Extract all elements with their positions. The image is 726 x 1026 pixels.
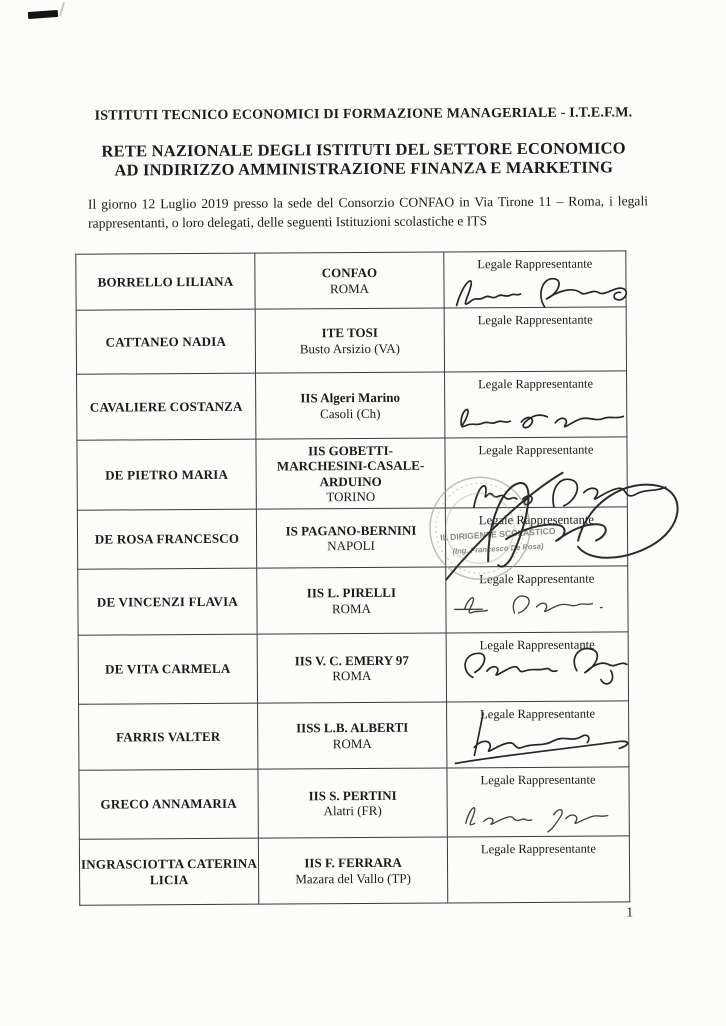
signatory-name: GRECO ANNAMARIA bbox=[79, 769, 258, 839]
signature-cell bbox=[444, 251, 626, 308]
document-title-line1: RETE NAZIONALE DEGLI ISTITUTI DEL SETTORE ECONOMICO bbox=[101, 138, 626, 161]
institution-name: IIS GOBETTI- MARCHESINI-CASALE- ARDUINO bbox=[276, 442, 425, 489]
table-row bbox=[79, 701, 629, 770]
page-number: 1 bbox=[626, 904, 634, 920]
institution-name: IISS L.B. ALBERTI bbox=[296, 719, 409, 736]
signature-cell bbox=[446, 566, 628, 633]
legal-representative-label: Legale Rappresentante bbox=[477, 256, 593, 272]
institution-city: TORINO bbox=[326, 488, 376, 505]
table-row bbox=[78, 632, 628, 704]
institution-name: IIS Algeri Marino bbox=[300, 389, 401, 406]
signature-cell bbox=[446, 632, 628, 702]
table-row bbox=[79, 836, 629, 905]
signatory-name: CATTANEO NADIA bbox=[76, 309, 255, 374]
institution-city: Busto Arsizio (VA) bbox=[299, 340, 400, 356]
signatories-table bbox=[75, 250, 630, 905]
table-row bbox=[77, 507, 627, 569]
legal-representative-label: Legale Rappresentante bbox=[478, 442, 594, 458]
institution-cell bbox=[255, 252, 444, 309]
institution-name: IIS L. PIRELLI bbox=[306, 584, 397, 601]
legal-representative-label: Legale Rappresentante bbox=[479, 571, 595, 587]
institution-city: ROMA bbox=[332, 667, 372, 684]
document-title bbox=[81, 139, 647, 179]
institution-city: ROMA bbox=[331, 600, 372, 616]
institution-name: IIS V. C. EMERY 97 bbox=[294, 652, 409, 668]
legal-representative-label: Legale Rappresentante bbox=[480, 772, 596, 788]
intro-paragraph: Il giorno 12 Luglio 2019 presso la sede del Consorzio CONFAO in Via Tirone 11 – Roma, i legali rappresentanti, o loro delegati, delle seguenti Istituzioni scolastiche e ITS bbox=[87, 193, 649, 231]
institution-cell bbox=[256, 508, 445, 568]
stamp-text-line1: IL DIRIGENTE SCOLASTICO bbox=[439, 525, 556, 543]
legal-representative-label: Legale Rappresentante bbox=[477, 312, 593, 328]
signatory-name: CAVALIERE COSTANZA bbox=[77, 373, 256, 440]
signature-cell bbox=[447, 701, 629, 768]
institution-cell bbox=[256, 438, 445, 509]
institution-cell bbox=[258, 702, 447, 769]
institution-city: Alatri (FR) bbox=[323, 802, 382, 819]
legal-representative-label: Legale Rappresentante bbox=[479, 637, 595, 653]
institution-cell bbox=[258, 837, 447, 904]
document-title-line2: AD INDIRIZZO AMMINISTRAZIONE FINANZA E MARKETING bbox=[114, 156, 614, 180]
signature-cell bbox=[444, 307, 626, 372]
document-header: ISTITUTI TECNICO ECONOMICI DI FORMAZIONE MANAGERIALE - I.T.E.F.M. bbox=[94, 105, 633, 124]
institution-name: CONFAO bbox=[321, 264, 378, 281]
table-row bbox=[77, 371, 627, 440]
signature-cell bbox=[447, 767, 629, 837]
stamp-text-line2: (Ing. Francesco De Rosa) bbox=[452, 541, 544, 556]
institution-cell bbox=[255, 308, 444, 373]
legal-representative-label: Legale Rappresentante bbox=[478, 512, 594, 528]
signatory-name: DE VINCENZI FLAVIA bbox=[78, 568, 257, 635]
institution-cell bbox=[256, 372, 445, 439]
legal-representative-label: Legale Rappresentante bbox=[480, 841, 596, 857]
signatory-name: DE ROSA FRANCESCO bbox=[77, 509, 256, 569]
signatory-name: FARRIS VALTER bbox=[79, 703, 258, 770]
institution-city: Mazara del Vallo (TP) bbox=[295, 870, 411, 886]
institution-city: Casoli (Ch) bbox=[320, 405, 381, 421]
signature-cell bbox=[445, 507, 627, 567]
table-row bbox=[76, 307, 626, 374]
signatory-name: INGRASCIOTTA CATERINA LICIA bbox=[79, 838, 258, 905]
signatory-name: DE PIETRO MARIA bbox=[77, 439, 256, 510]
table-row bbox=[77, 437, 627, 510]
legal-representative-label: Legale Rappresentante bbox=[480, 706, 596, 722]
institution-name: IS PAGANO-BERNINI bbox=[285, 522, 417, 538]
institution-name: IIS F. FERRARA bbox=[304, 854, 402, 871]
institution-name: ITE TOSI bbox=[321, 324, 378, 341]
institution-cell bbox=[258, 768, 447, 838]
signature-cell bbox=[447, 836, 629, 903]
signature-cell bbox=[445, 437, 627, 508]
table-row bbox=[76, 251, 626, 310]
legal-representative-label: Legale Rappresentante bbox=[478, 376, 594, 392]
signatory-name: DE VITA CARMELA bbox=[78, 634, 257, 704]
signature-cell bbox=[445, 371, 627, 438]
institution-name: IIS S. PERTINI bbox=[308, 787, 397, 803]
institution-city: ROMA bbox=[332, 735, 372, 751]
institution-cell bbox=[257, 567, 446, 634]
institution-city: ROMA bbox=[329, 280, 370, 296]
signatory-name: BORRELLO LILIANA bbox=[76, 253, 255, 310]
institution-cell bbox=[257, 633, 446, 703]
institution-city: NAPOLI bbox=[327, 537, 375, 554]
table-row bbox=[78, 566, 628, 635]
table-row bbox=[79, 767, 629, 839]
